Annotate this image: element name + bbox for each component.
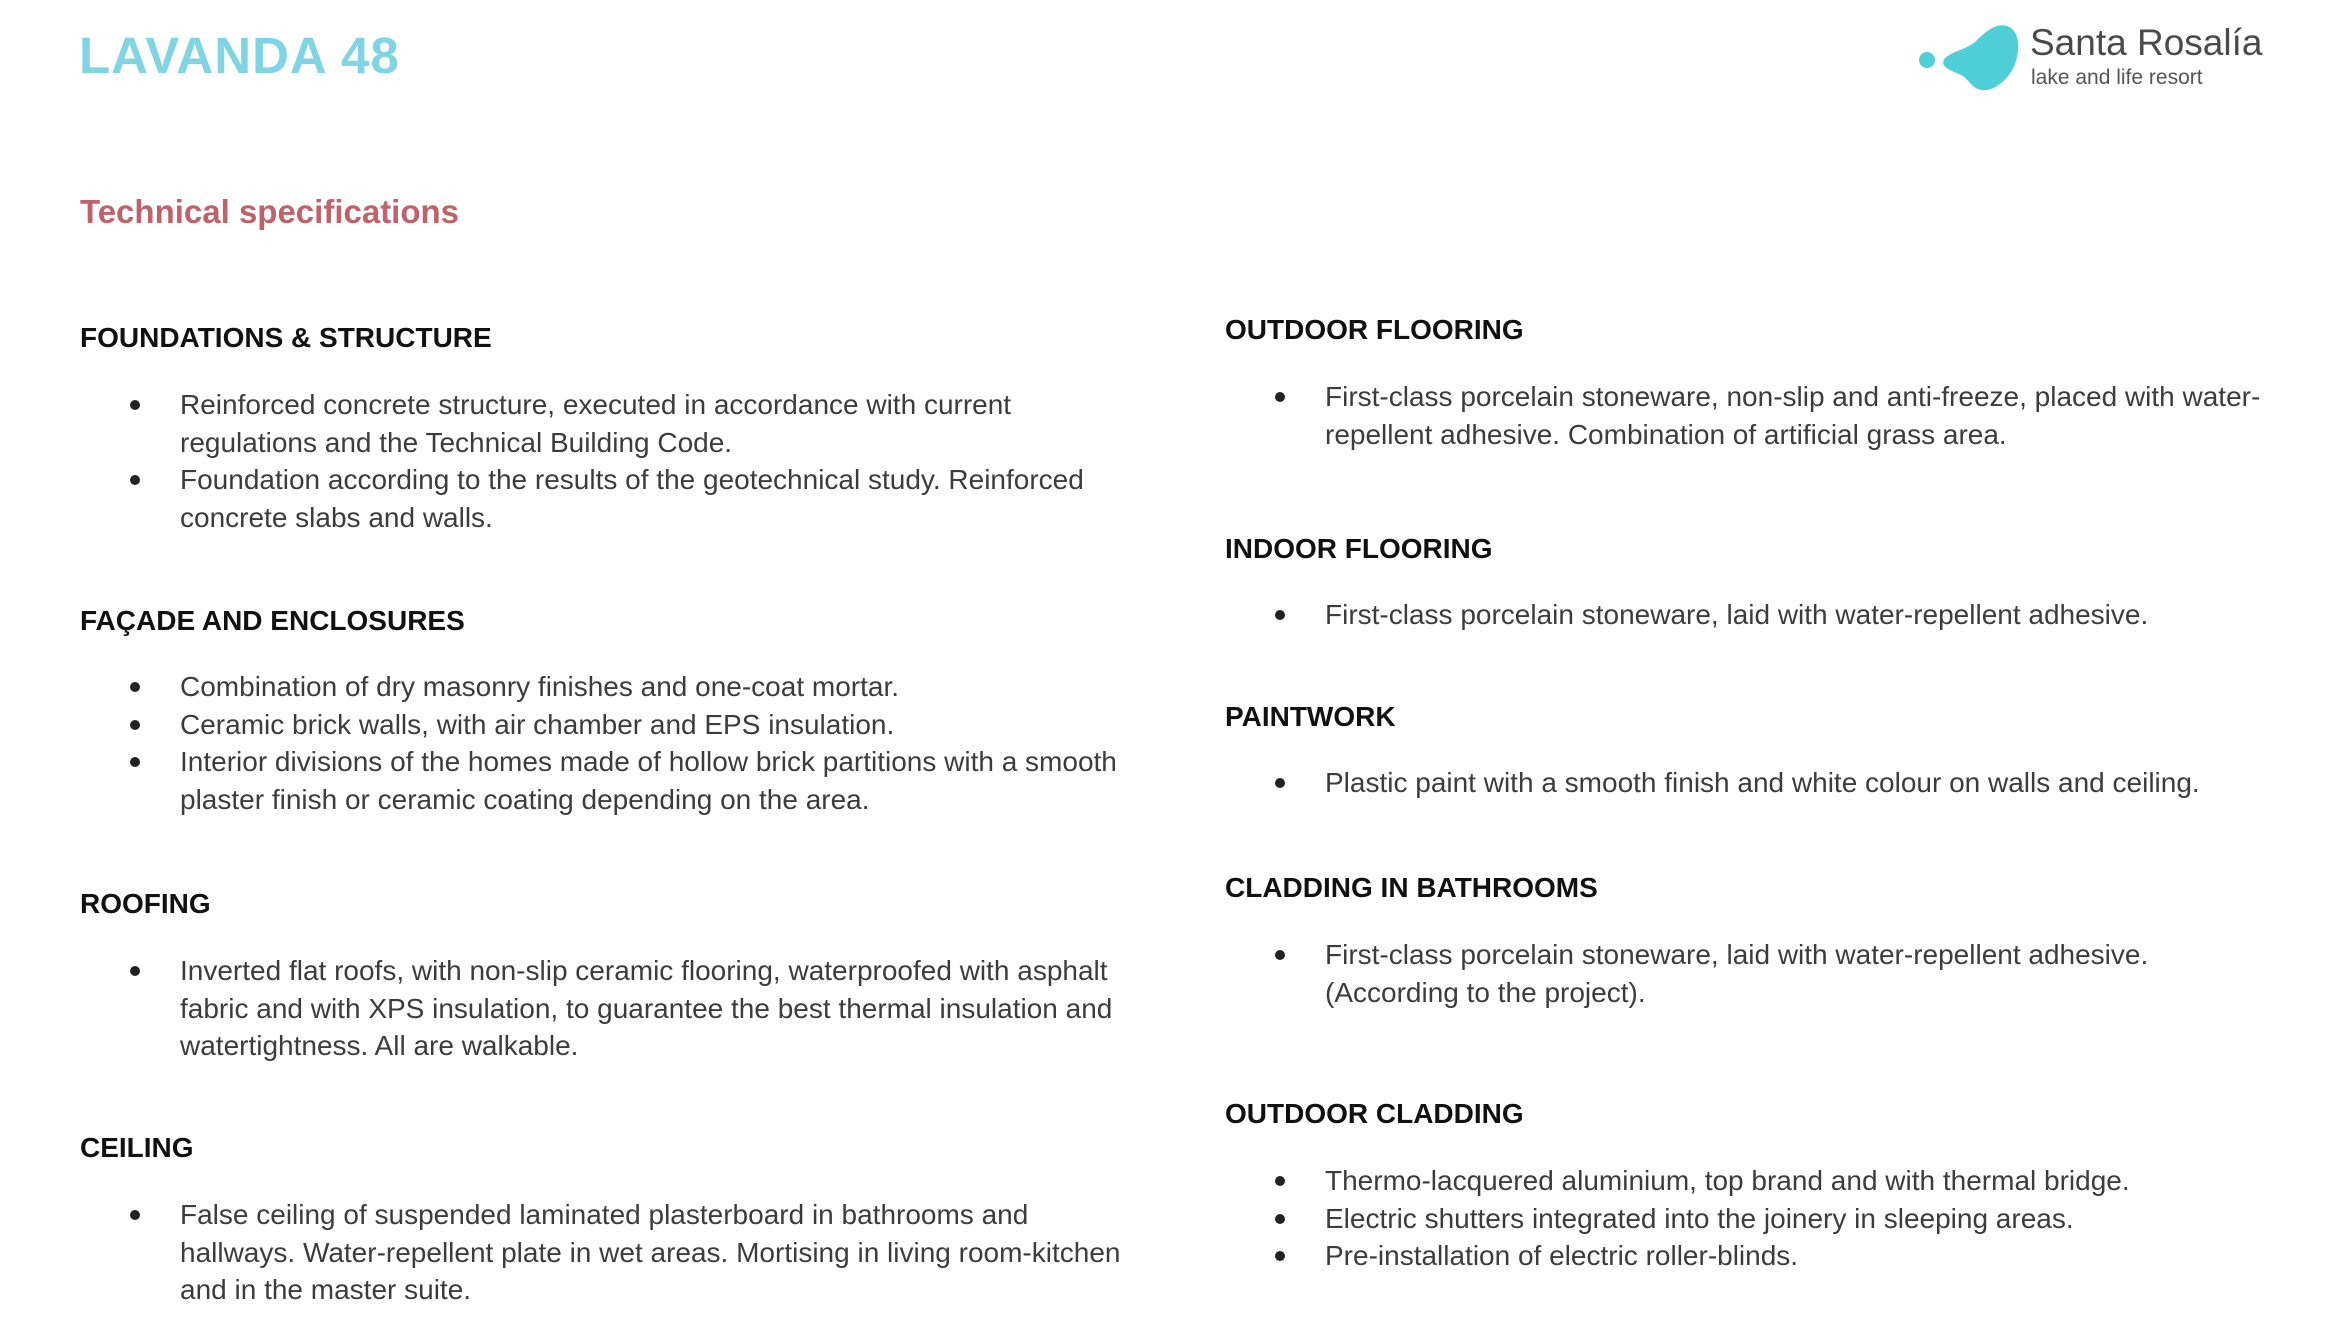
bullet-icon [1275, 610, 1285, 620]
list-cladding-bathrooms [1225, 936, 2285, 1011]
bullet-icon [130, 720, 140, 730]
list-item: False ceiling of suspended laminated plasterboard in bathrooms and hallways. Water-repellent plate in wet areas. Mortising in living room-kitchen and in the master suite. [80, 1196, 1140, 1309]
list-paintwork [1225, 764, 2285, 802]
heading-cladding-bathrooms: CLADDING IN BATHROOMS [1225, 872, 1598, 903]
heading-facade: FAÇADE AND ENCLOSURES [80, 605, 465, 636]
bullet-icon [130, 1210, 140, 1220]
list-item: First-class porcelain stoneware, laid with water-repellent adhesive. [1225, 596, 2285, 634]
heading-indoor-flooring: INDOOR FLOORING [1225, 533, 1493, 564]
logo-name: Santa Rosalía [2030, 22, 2263, 63]
list-item: Reinforced concrete structure, executed in accordance with current regulations and the Technical Building Code. [80, 386, 1140, 461]
list-item: Interior divisions of the homes made of hollow brick partitions with a smooth plaster finish or ceramic coating depending on the area. [80, 743, 1140, 818]
bullet-icon [130, 682, 140, 692]
water-drop-logo-icon [1915, 20, 2025, 100]
list-item: Thermo-lacquered aluminium, top brand and with thermal bridge. [1225, 1162, 2285, 1200]
list-item: Pre-installation of electric roller-blinds. [1225, 1237, 2285, 1275]
list-indoor-flooring [1225, 596, 2285, 634]
project-title: LAVANDA 48 [79, 27, 400, 84]
list-item: Ceramic brick walls, with air chamber and EPS insulation. [80, 706, 1140, 744]
list-item: First-class porcelain stoneware, laid with water-repellent adhesive. (According to the project). [1225, 936, 2285, 1011]
bullet-icon [130, 400, 140, 410]
bullet-icon [1275, 1176, 1285, 1186]
list-item: Inverted flat roofs, with non-slip ceramic flooring, waterproofed with asphalt fabric and with XPS insulation, to guarantee the best thermal insulation and watertightness. All are walkable. [80, 952, 1140, 1065]
list-outdoor-flooring [1225, 378, 2285, 453]
logo-tagline: lake and life resort [2031, 66, 2203, 89]
heading-outdoor-flooring: OUTDOOR FLOORING [1225, 314, 1524, 345]
list-facade [80, 668, 1140, 818]
bullet-icon [130, 757, 140, 767]
heading-foundations: FOUNDATIONS & STRUCTURE [80, 322, 492, 353]
list-item: Foundation according to the results of the geotechnical study. Reinforced concrete slabs and walls. [80, 461, 1140, 536]
list-item: Combination of dry masonry finishes and one-coat mortar. [80, 668, 1140, 706]
bullet-icon [1275, 778, 1285, 788]
list-outdoor-cladding [1225, 1162, 2285, 1275]
list-foundations [80, 386, 1140, 536]
heading-roofing: ROOFING [80, 888, 211, 919]
list-item: Plastic paint with a smooth finish and white colour on walls and ceiling. [1225, 764, 2285, 802]
list-item: First-class porcelain stoneware, non-slip and anti-freeze, placed with water-repellent adhesive. Combination of artificial grass area. [1225, 378, 2285, 453]
bullet-icon [130, 966, 140, 976]
list-roofing [80, 952, 1140, 1065]
bullet-icon [1275, 950, 1285, 960]
list-item: Electric shutters integrated into the joinery in sleeping areas. [1225, 1200, 2285, 1238]
bullet-icon [1275, 1251, 1285, 1261]
resort-logo [1915, 20, 2275, 100]
bullet-icon [1275, 1214, 1285, 1224]
bullet-icon [1275, 392, 1285, 402]
section-title: Technical specifications [80, 193, 460, 230]
bullet-icon [130, 475, 140, 485]
heading-ceiling: CEILING [80, 1132, 194, 1163]
heading-outdoor-cladding: OUTDOOR CLADDING [1225, 1098, 1524, 1129]
heading-paintwork: PAINTWORK [1225, 701, 1396, 732]
list-ceiling [80, 1196, 1140, 1309]
